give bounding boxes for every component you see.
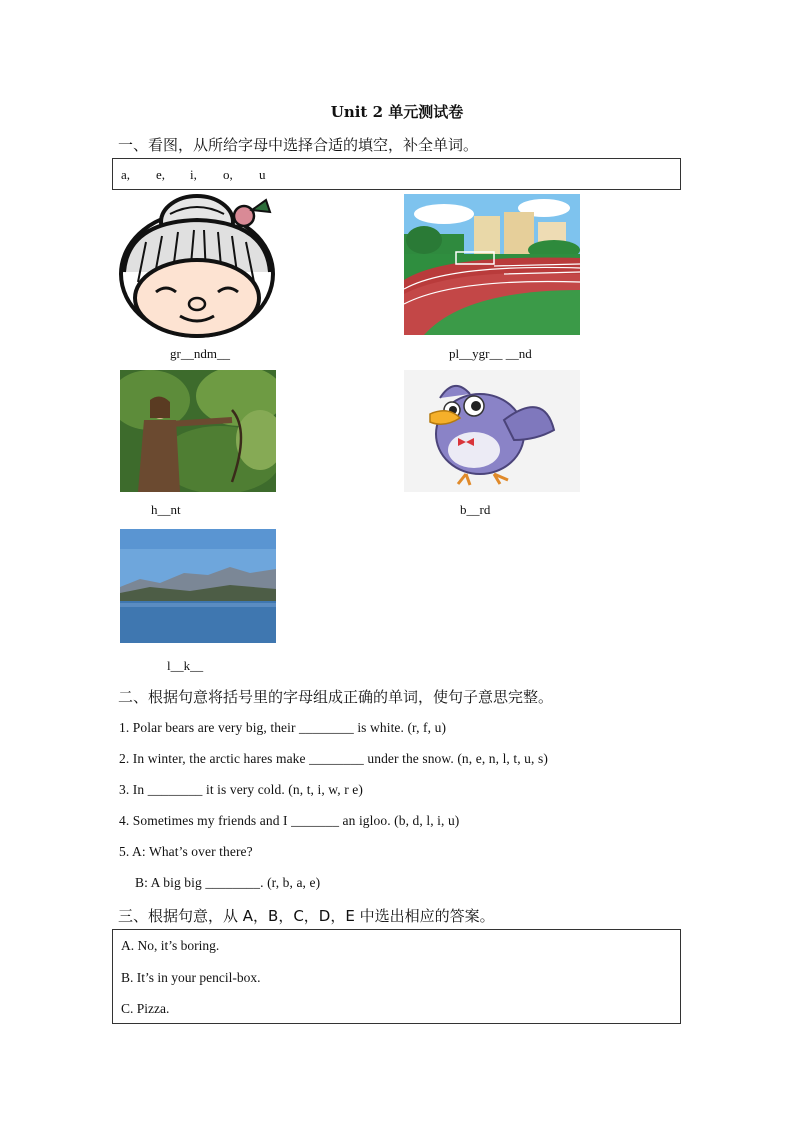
letter-o: o, (223, 167, 233, 182)
question-1: 1. Polar bears are very big, their ________ is white. (r, f, u) (119, 720, 447, 735)
letter-i: i, (190, 167, 197, 182)
option-c: C. Pizza. (121, 1001, 170, 1016)
question-3: 3. In ________ it is very cold. (n, t, i, w, r e) (119, 782, 363, 797)
option-a: A. No, it’s boring. (121, 938, 220, 953)
letter-u: u (259, 167, 266, 182)
question-5b: B: A big big ________. (r, b, a, e) (135, 875, 321, 890)
question-4: 4. Sometimes my friends and I _______ an igloo. (b, d, l, i, u) (119, 813, 460, 828)
letter-a: a, (121, 167, 131, 182)
question-5a: 5. A: What’s over there? (119, 844, 253, 859)
letter-e: e, (156, 167, 166, 182)
caption-playground: pl__ygr__ __nd (449, 346, 532, 361)
section-1-heading: 一、看图，从所给字母中选择合适的填空，补全单词。 (118, 136, 479, 154)
caption-hunter: h__nt (151, 502, 181, 517)
caption-lake: l__k__ (167, 658, 204, 673)
section-3-heading: 三、根据句意，从 A，B，C，D，E 中选出相应的答案。 (118, 907, 495, 925)
grandmother-icon (118, 192, 276, 338)
playground-photo (404, 194, 580, 335)
page-title: Unit 2 单元测试卷 (330, 103, 464, 121)
letter-options-box (112, 158, 681, 190)
hunter-photo (120, 370, 276, 492)
question-2: 2. In winter, the arctic hares make ________ under the snow. (n, e, n, l, t, u, s) (119, 751, 548, 766)
section-2-heading: 二、根据句意将括号里的字母组成正确的单词，使句子意思完整。 (118, 688, 554, 706)
answer-options-box (112, 929, 681, 1024)
option-b: B. It’s in your pencil-box. (121, 970, 261, 985)
caption-bird: b__rd (460, 502, 491, 517)
caption-grandmother: gr__ndm__ (170, 346, 230, 361)
lake-photo (120, 529, 276, 643)
bird-cartoon (404, 370, 580, 492)
